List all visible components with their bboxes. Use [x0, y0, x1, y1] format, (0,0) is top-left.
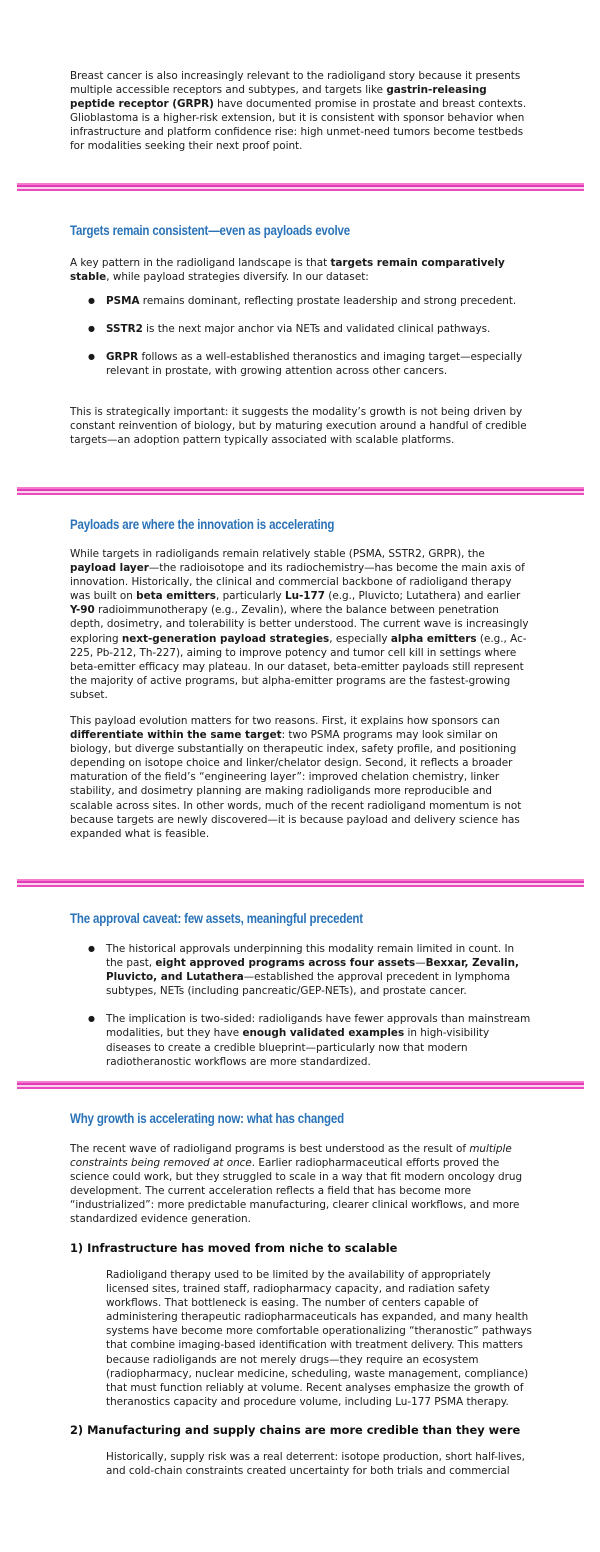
text-run: remains dominant, reflecting prostate leadership and strong precedent. [139, 295, 517, 307]
text-run: . Earlier radiopharmaceutical efforts proved the science could work, but they struggled to scale in a way that fit modern oncology drug development. The current acceleration reflects a field that has become more “industrialized”: more predictable manufacturing, clearer clinical workflows, and more standardized evidence generation. [70, 1157, 523, 1226]
text-run: radioimmunotherapy (e.g., Zevalin), where the balance between penetration depth, dosimetry, and tolerability is better understood. The current wave is increasingly exploring [70, 604, 529, 645]
targets-paragraph [70, 256, 532, 284]
text-run: The recent wave of radioligand programs is best understood as the result of [70, 1143, 470, 1155]
targets-bullet-list [70, 294, 532, 378]
text-run: While targets in radioligands remain relatively stable (PSMA, SSTR2, GRPR), the [70, 548, 485, 560]
payloads-paragraph-2 [70, 714, 532, 841]
section-divider [17, 487, 584, 495]
bold-text: Lu-177 [284, 590, 325, 603]
text-run: Breast cancer is also increasingly relevant to the radioligand story because it presents multiple accessible receptors and subtypes, and targets like [70, 70, 521, 97]
text-run: The historical approvals underpinning this modality remain limited in count. In the past, [106, 943, 515, 970]
bold-text: alpha emitters [390, 632, 477, 645]
bold-text: targets remain comparatively stable [70, 257, 505, 284]
text-run: —established the approval precedent in lymphoma subtypes, NETs (including pancreatic/GEP-NETs), and prostate cancer. [106, 971, 511, 998]
bold-text: Bexxar, Zevalin, Pluvicto, and Lutathera [106, 957, 519, 984]
text-run: This is strategically important: it suggests the modality’s growth is not being driven by constant reinvention of biology, but by maturing execution around a handful of credible targets—an adoption pattern typically associated with scalable platforms. [70, 406, 527, 447]
bold-text: Y-90 [70, 604, 95, 617]
text-run: : two PSMA programs may look similar on biology, but diverge substantially on therapeutic index, safety profile, and positioning depending on isotope choice and linker/chelator design. Second, it reflects a broader maturation of the field’s “engineering layer”: improved chelation chemistry, linker stability, and dosimetry planning are making radioligands more reproducible and scalable across sites. In other words, much of the recent radioligand momentum is not because targets are newly discovered—it is because payload and delivery science has expanded what is feasible. [70, 729, 522, 840]
text-run: The implication is two-sided: radioligands have fewer approvals than mainstream modalities, but they have [106, 1013, 531, 1040]
bold-text: enough validated examples [242, 1027, 405, 1040]
bold-text: differentiate within the same target [70, 729, 282, 742]
payloads-paragraph-1 [70, 547, 532, 702]
infrastructure-paragraph [106, 1268, 534, 1409]
intro-paragraph [70, 69, 532, 154]
section-divider [17, 1081, 584, 1089]
targets-paragraph-2 [70, 405, 532, 447]
text-run: A key pattern in the radioligand landscape is that [70, 257, 331, 269]
text-run: , especially [329, 632, 391, 645]
approval-bullet-list [70, 942, 532, 1069]
text-run: — [415, 957, 426, 970]
bold-text: PSMA [106, 295, 140, 307]
bold-text: GRPR [106, 351, 139, 364]
section-heading-targets: Targets remain consistent—even as payloads evolve [70, 223, 351, 238]
list-item [70, 1012, 532, 1068]
list-item [70, 322, 532, 336]
bold-text: SSTR2 [106, 323, 143, 336]
text-run: , while payload strategies diversify. In our dataset: [106, 271, 369, 284]
growth-paragraph [70, 1142, 532, 1227]
section-divider [17, 879, 584, 887]
bold-text: gastrin-releasing peptide receptor (GRPR) [70, 84, 487, 111]
text-run: (e.g., Pluvicto; Lutathera) and earlier [324, 590, 521, 603]
italic-text: multiple constraints being removed at once [70, 1143, 512, 1170]
subheading-infrastructure: 1) Infrastructure has moved from niche to scalable [70, 1241, 398, 1255]
bold-text: eight approved programs across four assets [155, 957, 416, 970]
text-run: (e.g., Ac-225, Pb-212, Th-227), aiming to improve potency and tumor cell kill in settings where beta-emitter efficacy may plateau. In our dataset, beta-emitter payloads still represent the majority of active programs, but alpha-emitter programs are the fastest-growing subset. [70, 632, 527, 701]
section-heading-payloads: Payloads are where the innovation is accelerating [70, 517, 335, 532]
text-run: follows as a well-established theranostics and imaging target—especially relevant in prostate, with growing attention across other cancers. [106, 351, 523, 378]
list-item [70, 942, 532, 998]
bold-text: beta emitters [136, 590, 216, 603]
text-run: is the next major anchor via NETs and validated clinical pathways. [142, 323, 491, 336]
bold-text: next-generation payload strategies [121, 632, 330, 645]
text-run: Historically, supply risk was a real deterrent: isotope production, short half-lives, and cold-chain constraints created uncertainty for both trials and commercial [106, 1451, 525, 1478]
text-run: in high-visibility diseases to create a credible blueprint—particularly now that modern radiotheranostic workflows are more standardized. [106, 1027, 490, 1068]
manufacturing-paragraph [106, 1450, 534, 1478]
list-item [70, 350, 532, 378]
text-run: have documented promise in prostate and breast contexts. Glioblastoma is a higher-risk extension, but it is consistent with sponsor behavior when infrastructure and platform confidence rise: high unmet-need tumors become testbeds for modalities seeking their next proof point. [70, 98, 527, 153]
section-heading-approval: The approval caveat: few assets, meaningful precedent [70, 911, 363, 926]
section-heading-growth: Why growth is accelerating now: what has changed [70, 1111, 344, 1126]
list-item [70, 294, 532, 308]
text-run: Radioligand therapy used to be limited by the availability of appropriately licensed sites, trained staff, radiopharmacy capacity, and radiation safety workflows. That bottleneck is easing. The number of centers capable of administering therapeutic radiopharmaceuticals has expanded, and many health systems have become more comfortable operationalizing “theranostic” pathways that combine imaging-based identification with treatment delivery. This matters because radioligands are not merely drugs—they require an ecosystem (radiopharmacy, nuclear medicine, scheduling, waste management, compliance) that must function reliably at volume. Recent analyses emphasize the growth of theranostics capacity and procedure volume, including Lu-177 PSMA therapy. [106, 1269, 532, 1408]
subheading-manufacturing: 2) Manufacturing and supply chains are more credible than they were [70, 1423, 521, 1437]
text-run: —the radioisotope and its radiochemistry—has become the main axis of innovation. Historically, the clinical and commercial backbone of radioligand therapy was built on [70, 562, 525, 603]
bold-text: payload layer [70, 562, 149, 575]
text-run: This payload evolution matters for two reasons. First, it explains how sponsors can [70, 715, 501, 727]
text-run: , particularly [215, 590, 285, 603]
section-divider [17, 183, 584, 191]
